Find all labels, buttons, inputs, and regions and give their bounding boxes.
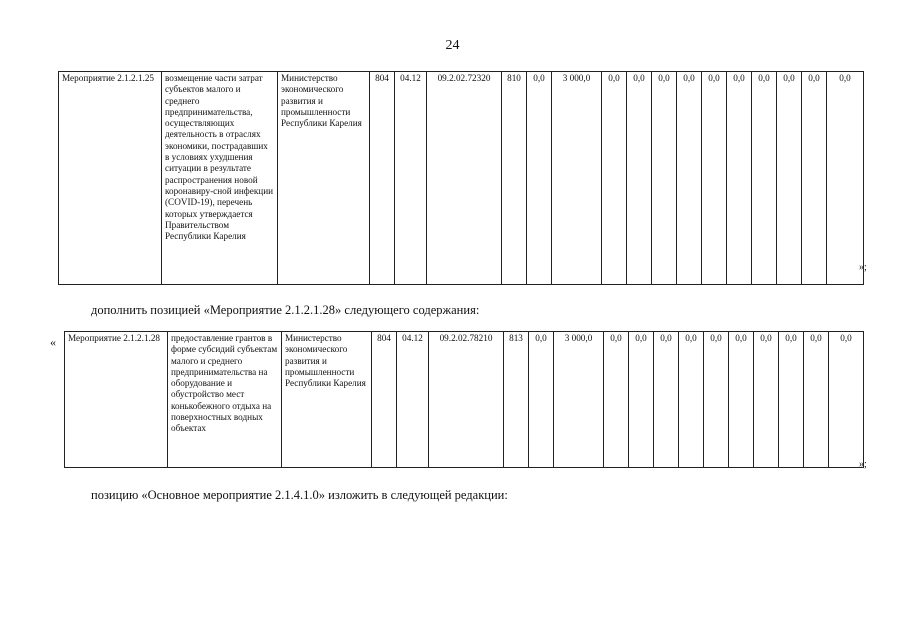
value-cell: 3 000,0 — [552, 72, 602, 285]
value-cell: 0,0 — [729, 332, 754, 468]
position-table-2-1-2-1-28 — [64, 331, 864, 468]
value-cell: 0,0 — [654, 332, 679, 468]
value-cell: 0,0 — [829, 332, 864, 468]
value-cell: 3 000,0 — [554, 332, 604, 468]
page-number: 24 — [445, 38, 460, 53]
measure-description-cell: предоставление грантов в форме субсидий субъектам малого и среднего предпринимательства на оборудование и обустройство мест конькобежного отдыха на поверхностных водных объектах — [168, 332, 282, 468]
instruction-paragraph: позицию «Основное мероприятие 2.1.4.1.0» изложить в следующей редакции: — [91, 488, 508, 502]
closing-quote: »; — [859, 459, 867, 470]
closing-quote: »; — [859, 262, 867, 273]
value-cell: 0,0 — [777, 72, 802, 285]
value-cell: 0,0 — [679, 332, 704, 468]
expense-type-cell: 810 — [502, 72, 527, 285]
opening-quote: « — [50, 335, 56, 349]
grbs-code-cell: 804 — [372, 332, 397, 468]
value-cell: 0,0 — [702, 72, 727, 285]
target-article-cell: 09.2.02.78210 — [429, 332, 504, 468]
table-row — [65, 332, 864, 468]
value-cell: 0,0 — [652, 72, 677, 285]
value-cell: 0,0 — [827, 72, 864, 285]
target-article-cell: 09.2.02.72320 — [427, 72, 502, 285]
value-cell: 0,0 — [804, 332, 829, 468]
instruction-paragraph: дополнить позицией «Мероприятие 2.1.2.1.28» следующего содержания: — [91, 303, 480, 317]
measure-description-cell: возмещение части затрат субъектов малого и среднего предпринимательства, осуществляющих деятельность в отраслях экономики, пострадавших в условиях ухудшения ситуации в результате распространения новой коронавиру-сной инфекции (COVID-19), перечень которых утверждается Правительством Республики Карелия — [162, 72, 278, 285]
position-table-2-1-2-1-25 — [58, 71, 864, 285]
expense-type-cell: 813 — [504, 332, 529, 468]
measure-name-cell: Мероприятие 2.1.2.1.25 — [59, 72, 162, 285]
value-cell: 0,0 — [704, 332, 729, 468]
value-cell: 0,0 — [629, 332, 654, 468]
value-cell: 0,0 — [602, 72, 627, 285]
value-cell: 0,0 — [527, 72, 552, 285]
value-cell: 0,0 — [754, 332, 779, 468]
table-row — [59, 72, 864, 285]
value-cell: 0,0 — [727, 72, 752, 285]
responsible-body-cell: Министерство экономического развития и промышленности Республики Карелия — [278, 72, 370, 285]
responsible-body-cell: Министерство экономического развития и промышленности Республики Карелия — [282, 332, 372, 468]
section-code-cell: 04.12 — [395, 72, 427, 285]
value-cell: 0,0 — [529, 332, 554, 468]
value-cell: 0,0 — [677, 72, 702, 285]
value-cell: 0,0 — [779, 332, 804, 468]
grbs-code-cell: 804 — [370, 72, 395, 285]
value-cell: 0,0 — [752, 72, 777, 285]
value-cell: 0,0 — [627, 72, 652, 285]
value-cell: 0,0 — [802, 72, 827, 285]
measure-name-cell: Мероприятие 2.1.2.1.28 — [65, 332, 168, 468]
value-cell: 0,0 — [604, 332, 629, 468]
section-code-cell: 04.12 — [397, 332, 429, 468]
